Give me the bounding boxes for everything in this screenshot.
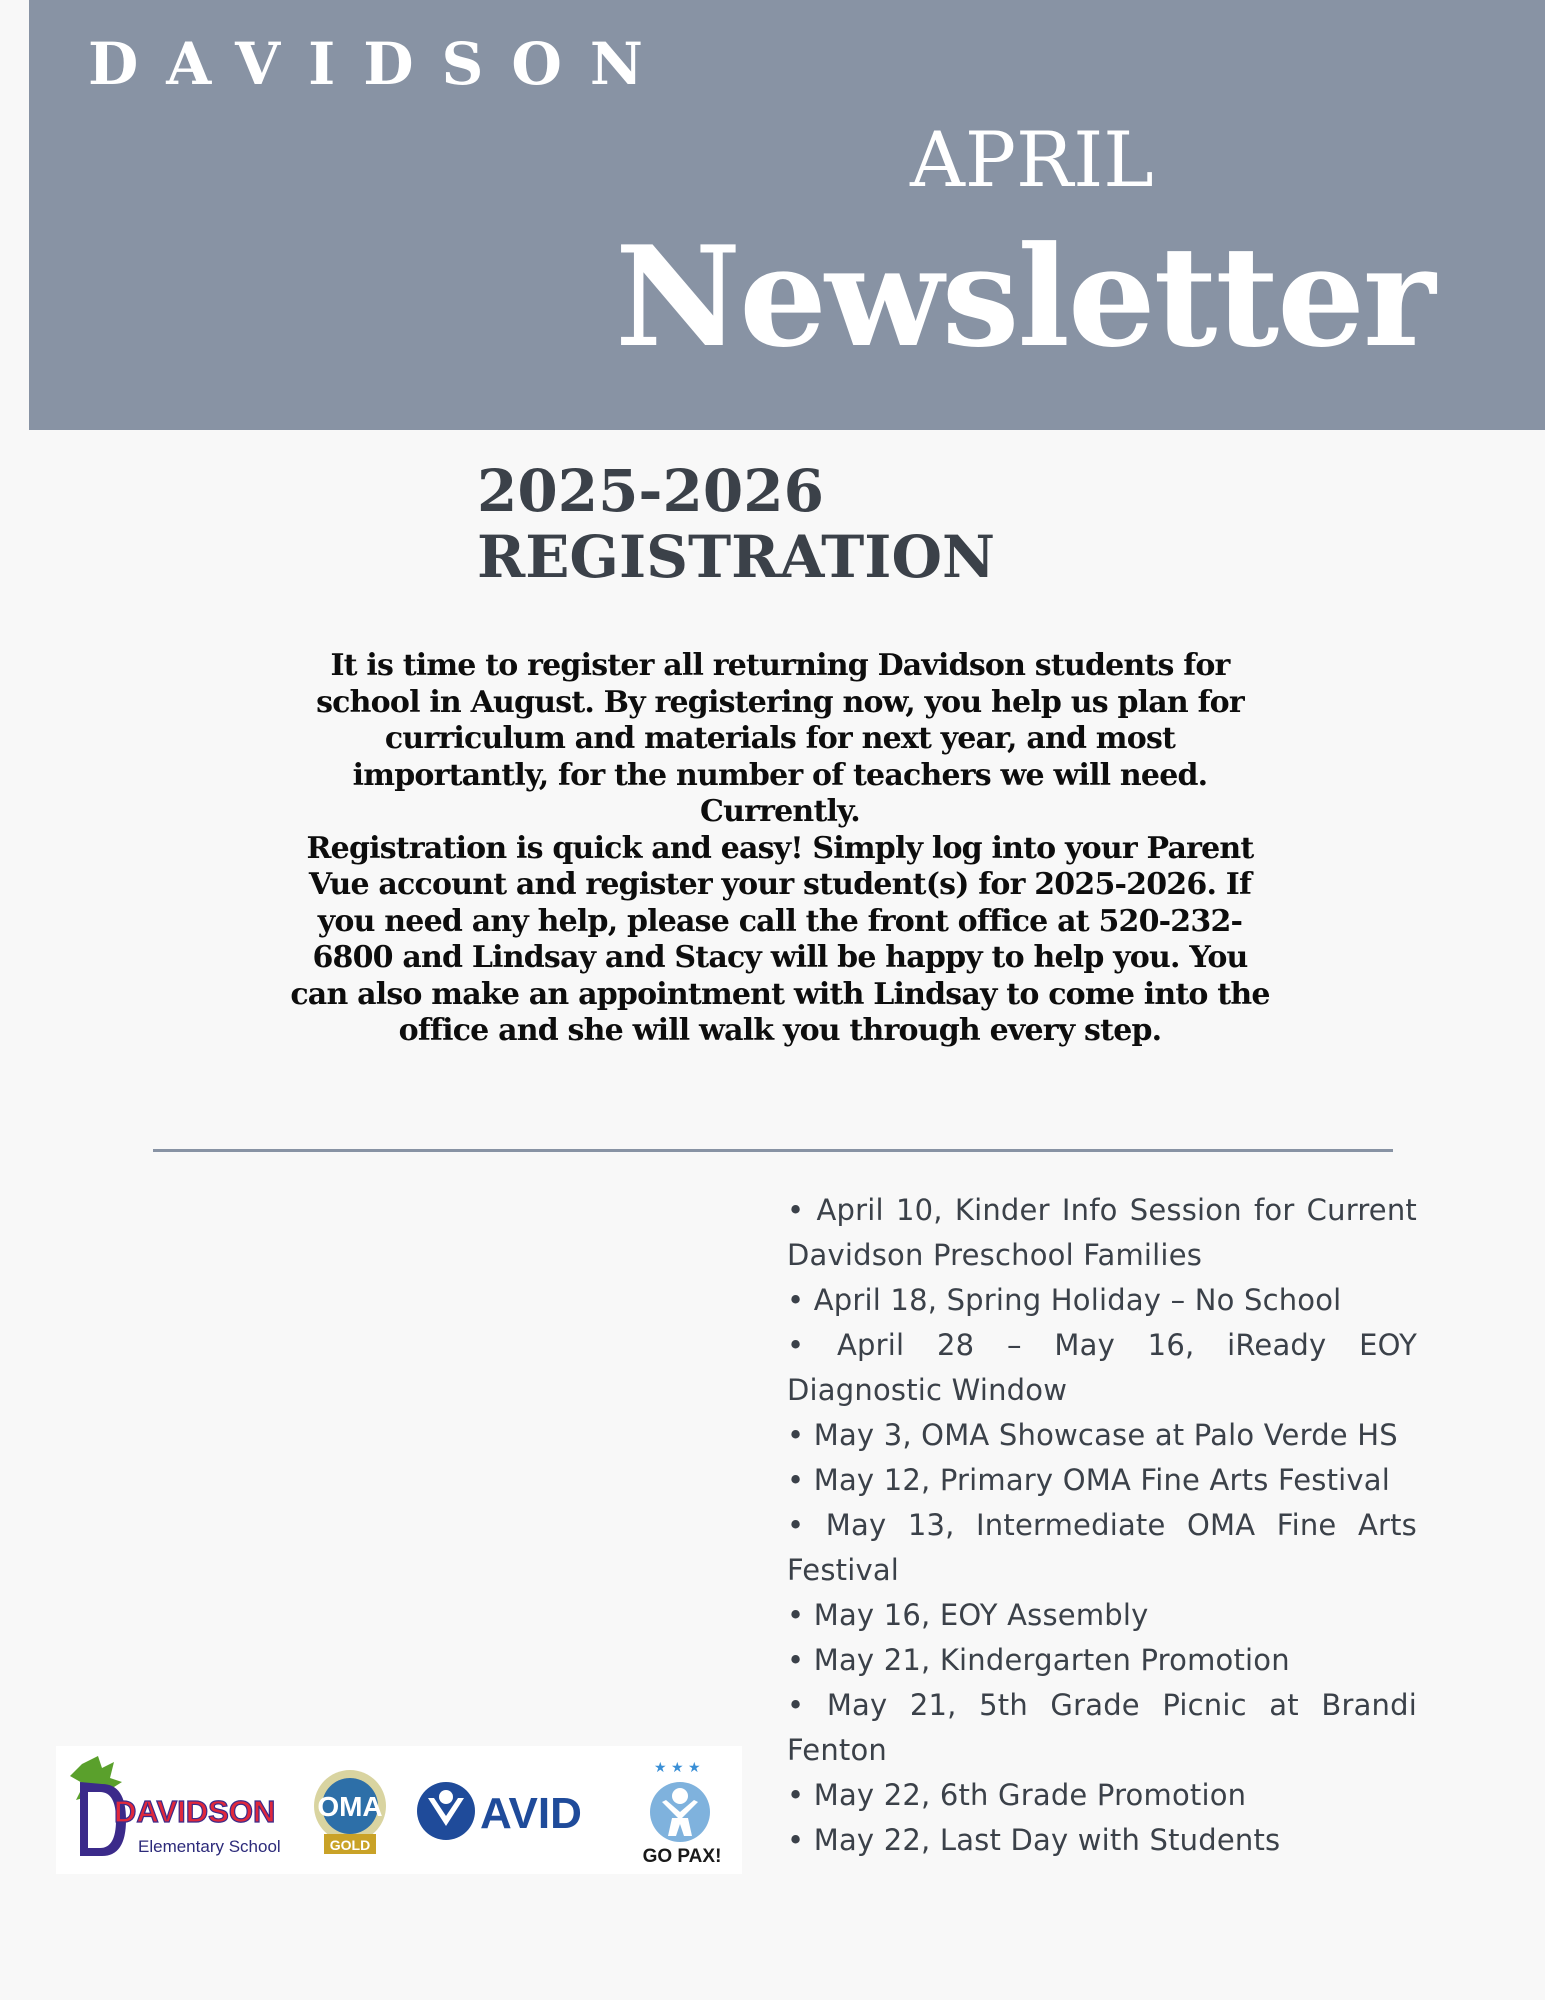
event-item: • May 21, 5th Grade Picnic at Brandi Fenton xyxy=(787,1688,1417,1767)
event-item: • May 12, Primary OMA Fine Arts Festival xyxy=(787,1463,1391,1497)
event-item: • May 16, EOY Assembly xyxy=(787,1598,1149,1632)
registration-heading xyxy=(477,458,995,590)
registration-paragraph-1: It is time to register all returning Davidson students for school in August. By registering now, you help us plan for curriculum and materials for next year, and most importantly, for the number of teachers we will need. Currently. xyxy=(316,648,1244,829)
event-item: • May 21, Kindergarten Promotion xyxy=(787,1643,1290,1677)
newsletter-month: APRIL xyxy=(910,115,1154,204)
event-item: • May 22, 6th Grade Promotion xyxy=(787,1778,1247,1812)
oma-logo xyxy=(300,1764,400,1860)
oma-logo-name: OMA xyxy=(317,1791,383,1822)
event-item: • May 22, Last Day with Students xyxy=(787,1823,1281,1857)
registration-label: REGISTRATION xyxy=(477,523,995,591)
gopax-logo xyxy=(628,1754,736,1870)
registration-body xyxy=(290,648,1270,1050)
davidson-logo xyxy=(62,1752,292,1868)
event-item: • April 10, Kinder Info Session for Current Davidson Preschool Families xyxy=(787,1193,1417,1272)
event-item: • April 18, Spring Holiday – No School xyxy=(787,1283,1342,1317)
gopax-logo-name: GO PAX! xyxy=(642,1846,722,1867)
registration-paragraph-2: Registration is quick and easy! Simply log into your Parent Vue account and register your student(s) for 2025-2026. If you need any help, please call the front office at 520-232-6800 and Lindsay and Stacy will be happy to help you. You can also make an appointment with Lindsay to come into the office and she will walk you through every step. xyxy=(290,830,1270,1048)
school-brand: DAVIDSON xyxy=(88,30,671,98)
avid-logo xyxy=(414,1776,624,1846)
partner-logos xyxy=(56,1746,742,1874)
event-item: • May 3, OMA Showcase at Palo Verde HS xyxy=(787,1418,1398,1452)
newsletter-title: Newsletter xyxy=(615,215,1434,378)
section-divider xyxy=(153,1149,1393,1152)
registration-year: 2025-2026 xyxy=(477,457,824,525)
avid-logo-name: AVID xyxy=(480,1789,582,1838)
oma-logo-badge: GOLD xyxy=(329,1837,371,1853)
event-item: • April 28 – May 16, iReady EOY Diagnostic Window xyxy=(787,1328,1417,1407)
events-list xyxy=(787,1188,1417,1863)
davidson-logo-sub: Elementary School xyxy=(138,1837,281,1856)
event-item: • May 13, Intermediate OMA Fine Arts Festival xyxy=(787,1508,1417,1587)
davidson-logo-name: DAVIDSON xyxy=(114,1794,276,1829)
svg-text:★ ★ ★: ★ ★ ★ xyxy=(654,1760,701,1776)
